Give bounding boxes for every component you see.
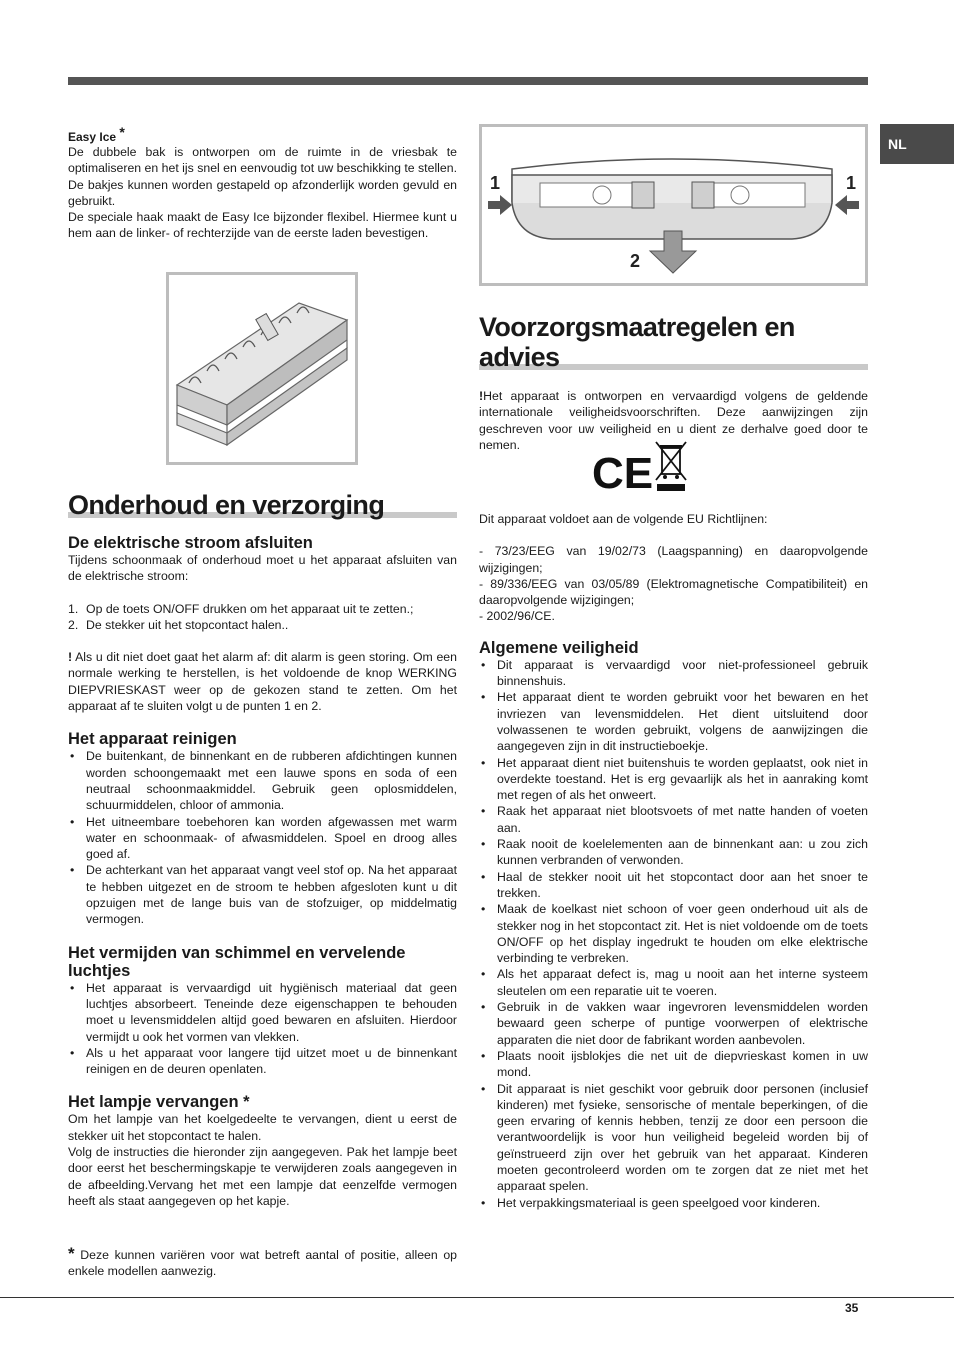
figure-label-bottom: 2 [630,251,641,271]
safety-heading: Algemene veiligheid [479,638,639,657]
easy-ice-paragraph-1: De dubbele bak is ontworpen om de ruimte in de vriesbak te optimaliseren en het ijs snel en eenvoudig tot uw beschikking te stellen. De bakjes kunnen worden gestapeld op afzonderlijk worden gevuld en gebruikt. [68,145,457,208]
list-item: • Plaats nooit ijsblokjes die net uit de diepvrieskast komen in uw mond. [479,1048,868,1081]
figure-label-left: 1 [490,173,501,193]
weee-bin-icon [654,440,688,492]
list-item: • Als u het apparaat voor langere tijd uitzet moet u de binnenkant reinigen en de deuren openlaten. [68,1045,457,1078]
list-item: • De buitenkant, de binnenkant en de rubberen afdichtingen kunnen worden schoongemaakt met een lauwe spons en soda of een neutraal schoonmaakmiddel. Gebruik geen oplosmiddelen, schuurmiddelen, chloor of ammonia. [68,748,457,813]
mould-list [68,980,457,1078]
certification-marks [592,440,692,494]
list-item: • Dit apparaat is niet geschikt voor gebruik door personen (inclusief kinderen) met fysieke, sensorische of mentale beperkingen, of die geen ervaring of kennis hebben, tenzij ze door een persoon die verantwoordelijk is voor hun veiligheid begeleid worden bij of geïnstrueerd zijn over het gebruik van het apparaat. Kinderen moeten gecontroleerd worden om te zorgen dat ze niet met het apparaat spelen. [479,1081,868,1195]
cleaning-heading: Het apparaat reinigen [68,730,237,749]
list-item: • Het apparaat dient niet buitenshuis te worden geplaatst, ook niet in overdekte toestand. Het is erg gevaarlijk als het in aanraking komt met regen of als het onweert. [479,755,868,804]
footnote-star: * [68,1244,75,1263]
lamp-heading: Het lampje vervangen * [68,1093,250,1112]
list-item: • Het apparaat is vervaardigd uit hygiënisch materiaal dat geen luchtjes absorbeert. Teneinde deze eigenschappen te behouden moet u levensmiddelen altijd goed bewaren en afsluiten. Hierdoor vermijdt u ook het vormen van vlekken. [68,980,457,1045]
list-item: • De achterkant van het apparaat vangt veel stof op. Na het apparaat te hebben uitgezet en de stroom te hebben afgesloten kunt u dit opzuigen met de lange buis van de stofzuiger, op middelmatig vermogen. [68,862,457,927]
list-item: • Het uitneembare toebehoren kan worden afgewassen met warm water en schoonmaak- of afwasmiddelen. Spoel en droog alles goed af. [68,814,457,863]
maintenance-section [68,490,457,1209]
svg-text:CE: CE [592,449,654,494]
list-item: • Als het apparaat defect is, mag u nooit aan het interne systeem sleutelen om een reparatie uit te voeren. [479,966,868,999]
list-item: • Raak nooit de koelelementen aan de binnenkant aan: u zou zich kunnen verbranden of verwonden. [479,836,868,869]
lamp-paragraph-2: Volg de instructies die hieronder zijn aangegeven. Pak het lampje beet door eerst het beschermingskapje te verwijderen zoals aangegeven in de afbeelding.Vervang het met een lampje dat eenzelfde vermogen heeft als staat aangegeven op het kapje. [68,1145,457,1208]
list-item: • Dit apparaat is vervaardigd voor niet-professioneel gebruik binnenshuis. [479,657,868,690]
easy-ice-heading: Easy Ice * [68,124,125,144]
eu-directive: - 89/336/EEG van 03/05/89 (Elektromagnetische Compatibiliteit) en daaropvolgende wijzigingen; [479,576,868,608]
list-item: • Gebruik in de vakken waar ingevroren levensmiddelen worden bewaard geen scherpe of puntige voorwerpen of elektrische apparaten die niet door de fabrikant worden aanbevolen. [479,999,868,1048]
left-column [68,124,457,242]
ice-tray-image [169,275,355,462]
figure-label-right: 1 [846,173,857,193]
list-item: • Raak het apparaat niet blootsvoets of met natte handen of voeten aan. [479,803,868,836]
eu-intro: Dit apparaat voldoet aan de volgende EU Richtlijnen: [479,512,768,526]
tray-removal-diagram [482,127,865,283]
maintenance-title: Onderhoud en verzorging [68,490,457,522]
list-item: 1. Op de toets ON/OFF drukken om het apparaat uit te zetten.; [68,601,414,616]
easy-ice-illustration [166,272,358,465]
tray-removal-figure [479,124,868,286]
easy-ice-paragraph-2: De speciale haak maakt de Easy Ice bijzonder flexibel. Hiermee kunt u hem aan de linker- of rechterzijde van de eerste laden bevestigen. [68,210,457,241]
cleaning-list [68,748,457,927]
language-tab: NL [880,124,954,164]
power-off-steps [68,601,457,634]
bottom-rule [0,1297,954,1298]
power-off-intro: Tijdens schoonmaak of onderhoud moet u het apparaat afsluiten van de elektrische stroom: [68,553,457,584]
footnote-text: Deze kunnen variëren voor wat betreft aantal of positie, alleen op enkele modellen aanwezig. [68,1248,458,1279]
list-item: • Het apparaat dient te worden gebruikt voor het bewaren en het invriezen van levensmiddelen. Het dient uitsluitend door volwassenen te worden gebruikt, volgens de aanwijzingen die aangegeven zijn in dit instructieboekje. [479,689,868,754]
footnote [68,1246,457,1280]
precautions-intro: !Het apparaat is ontworpen en vervaardigd volgens de geldende internationale veiligheidsvoorschriften. Deze aanwijzingen zijn geschreven voor uw veiligheid en u dient ze derhalve goed door te nemen. [479,389,868,452]
safety-list [479,657,868,1211]
power-off-heading: De elektrische stroom afsluiten [68,534,313,552]
list-item: • Haal de stekker nooit uit het stopcontact door aan het snoer te trekken. [479,869,868,902]
list-item: 2. De stekker uit het stopcontact halen.. [68,617,289,632]
precautions-section [479,312,868,453]
eu-directive: - 73/23/EEG van 19/02/73 (Laagspanning) en daaropvolgende wijzigingen; [479,544,868,575]
alarm-warning: ! Als u dit niet doet gaat het alarm af: dit alarm is geen storing. Om een normale werking te herstellen, is het voldoende de knop WERKING DIEPVRIESKAST weer op de gekozen stand te zetten. Om het apparaat af te sluiten volgt u de punten 1 en 2. [68,650,457,714]
page-number: 35 [845,1301,859,1315]
top-rule [68,77,868,85]
list-item: • Maak de koelkast niet schoon of voer geen onderhoud uit als de stekker nog in het stopcontact zit. Het is niet voldoende om de toets ON/OFF op het display ingedrukt te houden om elke elektrische verbinding te verbreken. [479,901,868,966]
precautions-title: Voorzorgsmaatregelen en advies [479,312,868,374]
mould-heading: Het vermijden van schimmel en vervelende luchtjes [68,943,406,980]
list-item: • Het verpakkingsmateriaal is geen speelgoed voor kinderen. [479,1195,868,1211]
lamp-paragraph-1: Om het lampje van het koelgedeelte te vervangen, dient u eerst de stekker uit het stopcontact te halen. [68,1112,457,1143]
directives-section [479,511,868,1211]
eu-directive: - 2002/96/CE. [479,609,555,624]
